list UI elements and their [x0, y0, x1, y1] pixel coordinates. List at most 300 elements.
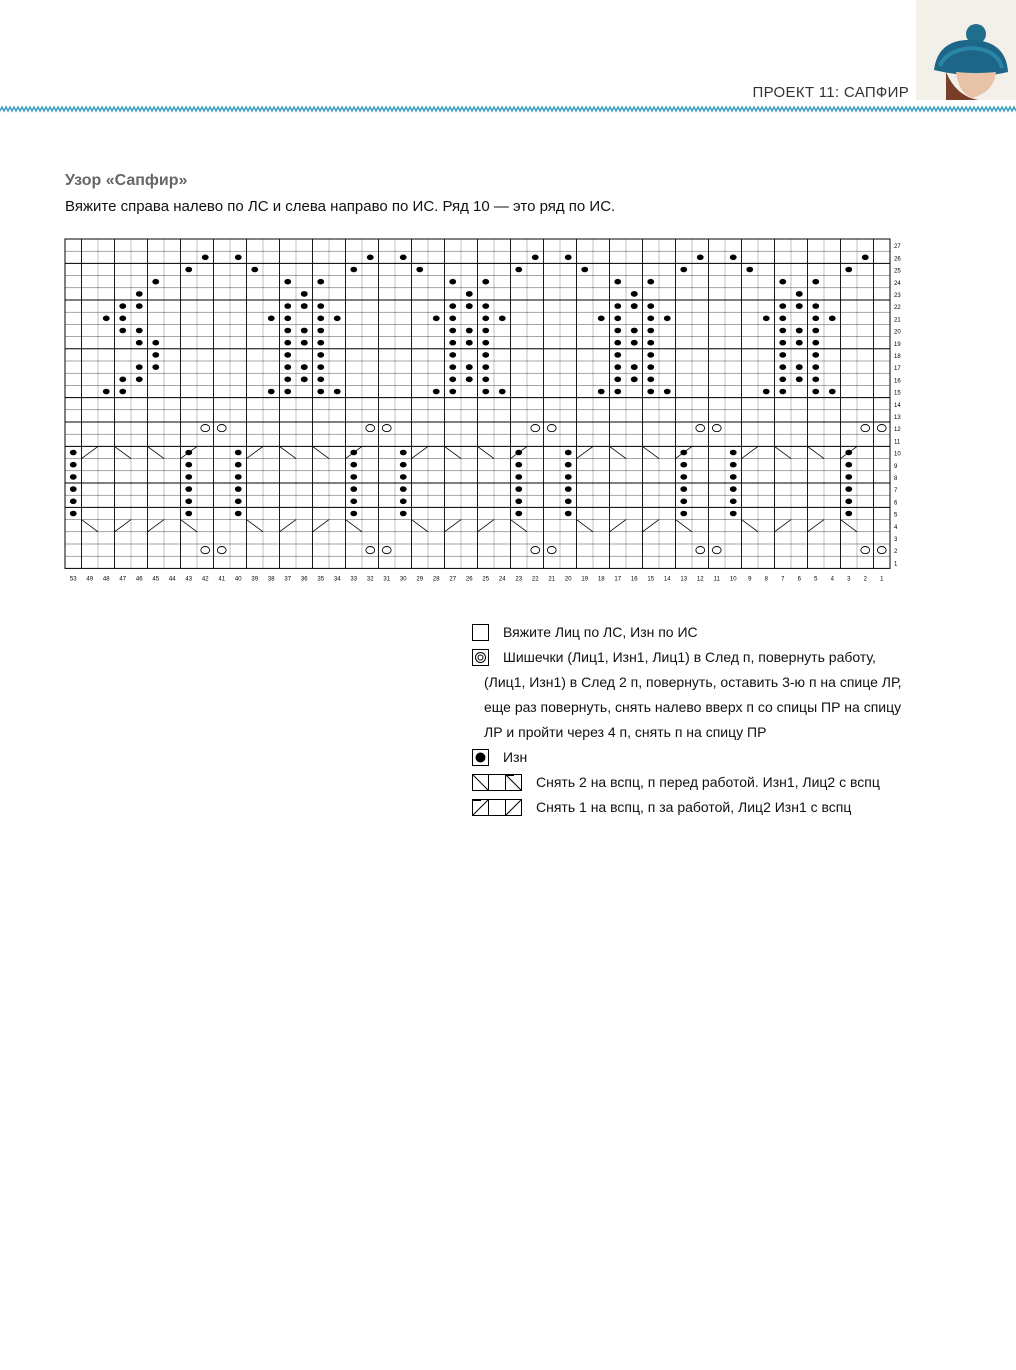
purl-dot: [466, 291, 473, 297]
purl-dot: [284, 340, 291, 346]
purl-dot: [350, 486, 357, 492]
purl-dot: [845, 474, 852, 480]
purl-dot: [185, 462, 192, 468]
purl-dot: [515, 267, 522, 273]
legend-label: Вяжите Лиц по ЛС, Изн по ИС: [503, 624, 698, 640]
purl-dot: [812, 377, 819, 383]
row-number: 21: [894, 317, 901, 324]
purl-dot: [284, 316, 291, 322]
row-number: 13: [894, 414, 901, 421]
purl-dot: [845, 511, 852, 517]
purl-dot: [812, 389, 819, 395]
purl-dot: [647, 328, 654, 334]
purl-dot: [680, 499, 687, 505]
purl-dot: [317, 364, 324, 370]
purl-dot: [119, 377, 126, 383]
legend-label: Снять 1 на вспц, п за работой, Лиц2 Изн1 с вспц: [536, 799, 852, 815]
purl-dot: [284, 377, 291, 383]
legend-label: Снять 2 на вспц, п перед работой. Изн1, Лиц2 с вспц: [536, 774, 880, 790]
purl-dot: [449, 364, 456, 370]
purl-dot: [482, 316, 489, 322]
column-number: 39: [251, 576, 259, 583]
purl-dot: [565, 255, 572, 261]
legend-text: (Лиц1, Изн1) в След 2 п, повернуть, оставить 3-ю п на спице ЛР,: [484, 674, 902, 690]
purl-dot: [812, 279, 819, 285]
column-number: 40: [234, 576, 242, 583]
purl-dot: [70, 499, 77, 505]
row-number: 2: [894, 549, 898, 556]
header-divider: [0, 104, 1016, 114]
purl-dot: [449, 340, 456, 346]
purl-dot: [647, 316, 654, 322]
column-number: 8: [764, 576, 768, 583]
purl-dot: [449, 279, 456, 285]
purl-dot: [284, 352, 291, 358]
purl-dot: [317, 279, 324, 285]
purl-dot: [515, 499, 522, 505]
purl-dot: [763, 389, 770, 395]
column-number: 22: [531, 576, 539, 583]
row-number: 7: [894, 488, 898, 495]
purl-dot: [779, 364, 786, 370]
purl-dot: [119, 389, 126, 395]
row-number: 12: [894, 427, 901, 434]
purl-dot: [680, 474, 687, 480]
purl-dot: [812, 364, 819, 370]
legend-item-cable-front: [472, 770, 902, 795]
row-number: 11: [894, 439, 901, 446]
purl-dot: [284, 389, 291, 395]
purl-dot: [515, 511, 522, 517]
column-number: 3: [847, 576, 851, 583]
purl-dot: [136, 303, 143, 309]
purl-dot: [647, 377, 654, 383]
legend-item-cable-back: [472, 795, 902, 820]
column-number: 46: [135, 576, 143, 583]
purl-dot: [614, 340, 621, 346]
purl-dot: [400, 499, 407, 505]
purl-dot: [598, 316, 605, 322]
purl-dot: [746, 267, 753, 273]
column-number: 25: [482, 576, 490, 583]
purl-dot: [103, 316, 110, 322]
column-number: 20: [564, 576, 572, 583]
column-number: 49: [86, 576, 94, 583]
legend-label: Изн: [503, 749, 528, 765]
purl-dot: [317, 340, 324, 346]
purl-dot: [862, 255, 869, 261]
purl-dot: [647, 303, 654, 309]
purl-dot: [202, 255, 209, 261]
column-number: 21: [548, 576, 556, 583]
purl-dot: [466, 377, 473, 383]
column-number: 10: [729, 576, 737, 583]
row-number: 3: [894, 536, 898, 543]
row-number: 8: [894, 475, 898, 482]
purl-dot: [647, 389, 654, 395]
purl-dot: [449, 389, 456, 395]
purl-dot: [664, 316, 671, 322]
row-number: 4: [894, 524, 898, 531]
legend-text: еще раз повернуть, снять налево вверх п со спицы ПР на спицу: [484, 699, 902, 715]
purl-dot: [152, 279, 159, 285]
hat-model-photo: [916, 0, 1016, 100]
purl-dot: [779, 316, 786, 322]
purl-dot: [779, 328, 786, 334]
purl-dot: [614, 328, 621, 334]
purl-dot: [482, 364, 489, 370]
purl-dot: [136, 340, 143, 346]
column-number: 37: [284, 576, 292, 583]
purl-dot: [334, 316, 341, 322]
purl-dot: [565, 486, 572, 492]
purl-dot: [235, 474, 242, 480]
purl-dot: [235, 499, 242, 505]
purl-dot: [152, 340, 159, 346]
chart-legend: [472, 620, 902, 820]
purl-dot: [631, 291, 638, 297]
purl-dot: [631, 303, 638, 309]
purl-dot: [317, 328, 324, 334]
purl-dot: [70, 486, 77, 492]
cable-back-icon: [472, 799, 522, 816]
purl-dot: [70, 450, 77, 456]
purl-dot: [565, 462, 572, 468]
row-number: 14: [894, 402, 901, 409]
knitting-chart: [60, 236, 910, 586]
purl-dot: [235, 486, 242, 492]
row-number: 10: [894, 451, 901, 458]
column-number: 53: [69, 576, 77, 583]
purl-dot: [268, 389, 275, 395]
column-number: 15: [647, 576, 655, 583]
purl-dot: [152, 352, 159, 358]
purl-dot: [466, 328, 473, 334]
column-number: 36: [300, 576, 308, 583]
empty-square-icon: [472, 624, 489, 641]
column-number: 48: [102, 576, 110, 583]
row-number: 24: [894, 280, 901, 287]
purl-dot: [334, 389, 341, 395]
legend-text: ЛР и пройти через 4 п, снять п на спицу ПР: [484, 724, 767, 740]
legend-item-purl: [472, 745, 902, 770]
column-number: 42: [201, 576, 209, 583]
column-number: 2: [863, 576, 867, 583]
column-number: 27: [449, 576, 457, 583]
purl-dot: [499, 389, 506, 395]
purl-dot: [779, 352, 786, 358]
purl-dot: [350, 474, 357, 480]
column-number: 26: [465, 576, 473, 583]
column-number: 29: [416, 576, 424, 583]
legend-label: Шишечки (Лиц1, Изн1, Лиц1) в След п, повернуть работу,: [503, 649, 876, 665]
column-number: 17: [614, 576, 622, 583]
purl-dot: [779, 377, 786, 383]
purl-dot: [730, 499, 737, 505]
purl-dot: [185, 486, 192, 492]
purl-dot: [136, 364, 143, 370]
purl-dot: [647, 279, 654, 285]
purl-dot: [449, 352, 456, 358]
column-number: 47: [119, 576, 127, 583]
purl-dot: [614, 389, 621, 395]
purl-dot: [400, 462, 407, 468]
row-number: 15: [894, 390, 901, 397]
purl-dot: [515, 462, 522, 468]
purl-dot: [482, 389, 489, 395]
purl-dot: [400, 255, 407, 261]
purl-dot: [449, 303, 456, 309]
row-number: 1: [894, 561, 898, 568]
column-number: 24: [498, 576, 506, 583]
row-number: 25: [894, 268, 901, 275]
purl-dot: [845, 486, 852, 492]
row-number: 19: [894, 341, 901, 348]
purl-dot: [845, 267, 852, 273]
purl-dot: [796, 291, 803, 297]
cable-front-icon: [472, 774, 522, 791]
purl-dot: [466, 364, 473, 370]
purl-dot: [614, 303, 621, 309]
purl-dot: [185, 267, 192, 273]
purl-dot: [812, 316, 819, 322]
purl-dot: [482, 328, 489, 334]
purl-dot: [433, 389, 440, 395]
purl-dot: [136, 291, 143, 297]
pattern-instructions: Вяжите справа налево по ЛС и слева направо по ИС. Ряд 10 — это ряд по ИС.: [65, 198, 616, 215]
purl-dot: [482, 377, 489, 383]
purl-dot: [152, 364, 159, 370]
purl-dot: [779, 303, 786, 309]
purl-dot: [796, 328, 803, 334]
column-number: 43: [185, 576, 193, 583]
column-number: 13: [680, 576, 688, 583]
purl-dot: [268, 316, 275, 322]
column-number: 5: [814, 576, 818, 583]
row-number: 20: [894, 329, 901, 336]
purl-dot: [796, 377, 803, 383]
purl-dot: [70, 511, 77, 517]
purl-dot: [482, 340, 489, 346]
purl-dot: [119, 316, 126, 322]
purl-dot: [70, 474, 77, 480]
purl-dot: [614, 364, 621, 370]
purl-dot: [482, 279, 489, 285]
purl-dot: [581, 267, 588, 273]
purl-dot: [185, 474, 192, 480]
column-number: 35: [317, 576, 325, 583]
pattern-title: Узор «Сапфир»: [65, 172, 188, 189]
purl-dot: [416, 267, 423, 273]
column-number: 14: [663, 576, 671, 583]
purl-dot: [301, 377, 308, 383]
purl-dot: [251, 267, 258, 273]
purl-dot: [482, 352, 489, 358]
purl-dot: [829, 316, 836, 322]
purl-dot: [317, 352, 324, 358]
column-number: 19: [581, 576, 589, 583]
purl-dot: [647, 340, 654, 346]
purl-dot: [301, 291, 308, 297]
row-number: 26: [894, 256, 901, 263]
purl-dot: [631, 364, 638, 370]
purl-dot: [317, 389, 324, 395]
purl-dot: [400, 450, 407, 456]
column-number: 34: [333, 576, 341, 583]
purl-dot: [449, 316, 456, 322]
purl-dot: [317, 303, 324, 309]
purl-dot: [631, 340, 638, 346]
purl-dot: [350, 267, 357, 273]
purl-dot: [631, 328, 638, 334]
purl-dot: [829, 389, 836, 395]
row-number: 22: [894, 305, 901, 312]
purl-dot: [614, 352, 621, 358]
column-number: 1: [880, 576, 884, 583]
column-number: 45: [152, 576, 160, 583]
purl-dot: [350, 511, 357, 517]
row-number: 23: [894, 292, 901, 299]
purl-dot: [730, 255, 737, 261]
row-number: 27: [894, 244, 901, 251]
purl-dot: [185, 499, 192, 505]
column-number: 7: [781, 576, 785, 583]
purl-dot: [367, 255, 374, 261]
purl-dot: [515, 474, 522, 480]
purl-dot: [284, 328, 291, 334]
purl-dot: [730, 462, 737, 468]
column-number: 23: [515, 576, 523, 583]
purl-dot: [235, 255, 242, 261]
purl-dot: [70, 462, 77, 468]
purl-dot: [515, 486, 522, 492]
row-number: 6: [894, 500, 898, 507]
purl-dot: [680, 462, 687, 468]
purl-dot: [565, 450, 572, 456]
purl-dot: [796, 340, 803, 346]
purl-dot: [614, 279, 621, 285]
purl-dot: [845, 499, 852, 505]
purl-dot: [301, 364, 308, 370]
column-number: 16: [630, 576, 638, 583]
purl-dot: [565, 511, 572, 517]
purl-dot: [185, 511, 192, 517]
purl-dot: [697, 255, 704, 261]
purl-dot: [301, 340, 308, 346]
purl-dot: [664, 389, 671, 395]
purl-dot: [647, 352, 654, 358]
purl-dot: [812, 352, 819, 358]
purl-dot: [812, 303, 819, 309]
row-number: 5: [894, 512, 898, 519]
purl-dot: [614, 377, 621, 383]
column-number: 18: [597, 576, 605, 583]
column-number: 38: [267, 576, 275, 583]
purl-dot: [598, 389, 605, 395]
legend-item-knit: [472, 620, 902, 645]
purl-dot: [284, 364, 291, 370]
purl-dot: [400, 474, 407, 480]
purl-dot: [565, 499, 572, 505]
bobble-icon: [472, 649, 489, 666]
purl-dot: [350, 499, 357, 505]
purl-dot: [119, 303, 126, 309]
column-number: 41: [218, 576, 226, 583]
purl-dot: [433, 316, 440, 322]
column-number: 33: [350, 576, 358, 583]
project-title: ПРОЕКТ 11: САПФИР: [752, 84, 909, 101]
purl-dot: [284, 279, 291, 285]
purl-dot: [812, 340, 819, 346]
purl-dot: [136, 328, 143, 334]
column-number: 32: [366, 576, 374, 583]
purl-dot: [235, 511, 242, 517]
purl-dot-icon: [472, 749, 489, 766]
purl-dot: [565, 474, 572, 480]
purl-dot: [845, 462, 852, 468]
purl-dot: [796, 303, 803, 309]
column-number: 28: [432, 576, 440, 583]
purl-dot: [136, 377, 143, 383]
purl-dot: [301, 328, 308, 334]
purl-dot: [449, 328, 456, 334]
row-number: 9: [894, 463, 898, 470]
purl-dot: [680, 511, 687, 517]
purl-dot: [779, 389, 786, 395]
column-number: 4: [830, 576, 834, 583]
row-number: 16: [894, 378, 901, 385]
column-number: 9: [748, 576, 752, 583]
row-number: 17: [894, 366, 901, 373]
purl-dot: [235, 462, 242, 468]
purl-dot: [680, 486, 687, 492]
purl-dot: [680, 267, 687, 273]
purl-dot: [400, 511, 407, 517]
purl-dot: [647, 364, 654, 370]
purl-dot: [317, 377, 324, 383]
purl-dot: [779, 279, 786, 285]
column-number: 30: [399, 576, 407, 583]
purl-dot: [350, 462, 357, 468]
column-number: 31: [383, 576, 391, 583]
column-number: 12: [696, 576, 704, 583]
purl-dot: [301, 303, 308, 309]
purl-dot: [400, 486, 407, 492]
column-number: 11: [713, 576, 720, 583]
purl-dot: [482, 303, 489, 309]
purl-dot: [499, 316, 506, 322]
purl-dot: [466, 340, 473, 346]
purl-dot: [466, 303, 473, 309]
purl-dot: [235, 450, 242, 456]
purl-dot: [103, 389, 110, 395]
purl-dot: [631, 377, 638, 383]
purl-dot: [779, 340, 786, 346]
purl-dot: [730, 486, 737, 492]
purl-dot: [763, 316, 770, 322]
purl-dot: [284, 303, 291, 309]
purl-dot: [317, 316, 324, 322]
purl-dot: [119, 328, 126, 334]
column-number: 44: [168, 576, 176, 583]
purl-dot: [796, 364, 803, 370]
legend-item-bobble: [472, 645, 902, 670]
purl-dot: [532, 255, 539, 261]
purl-dot: [614, 316, 621, 322]
purl-dot: [730, 474, 737, 480]
column-number: 6: [797, 576, 801, 583]
purl-dot: [812, 328, 819, 334]
